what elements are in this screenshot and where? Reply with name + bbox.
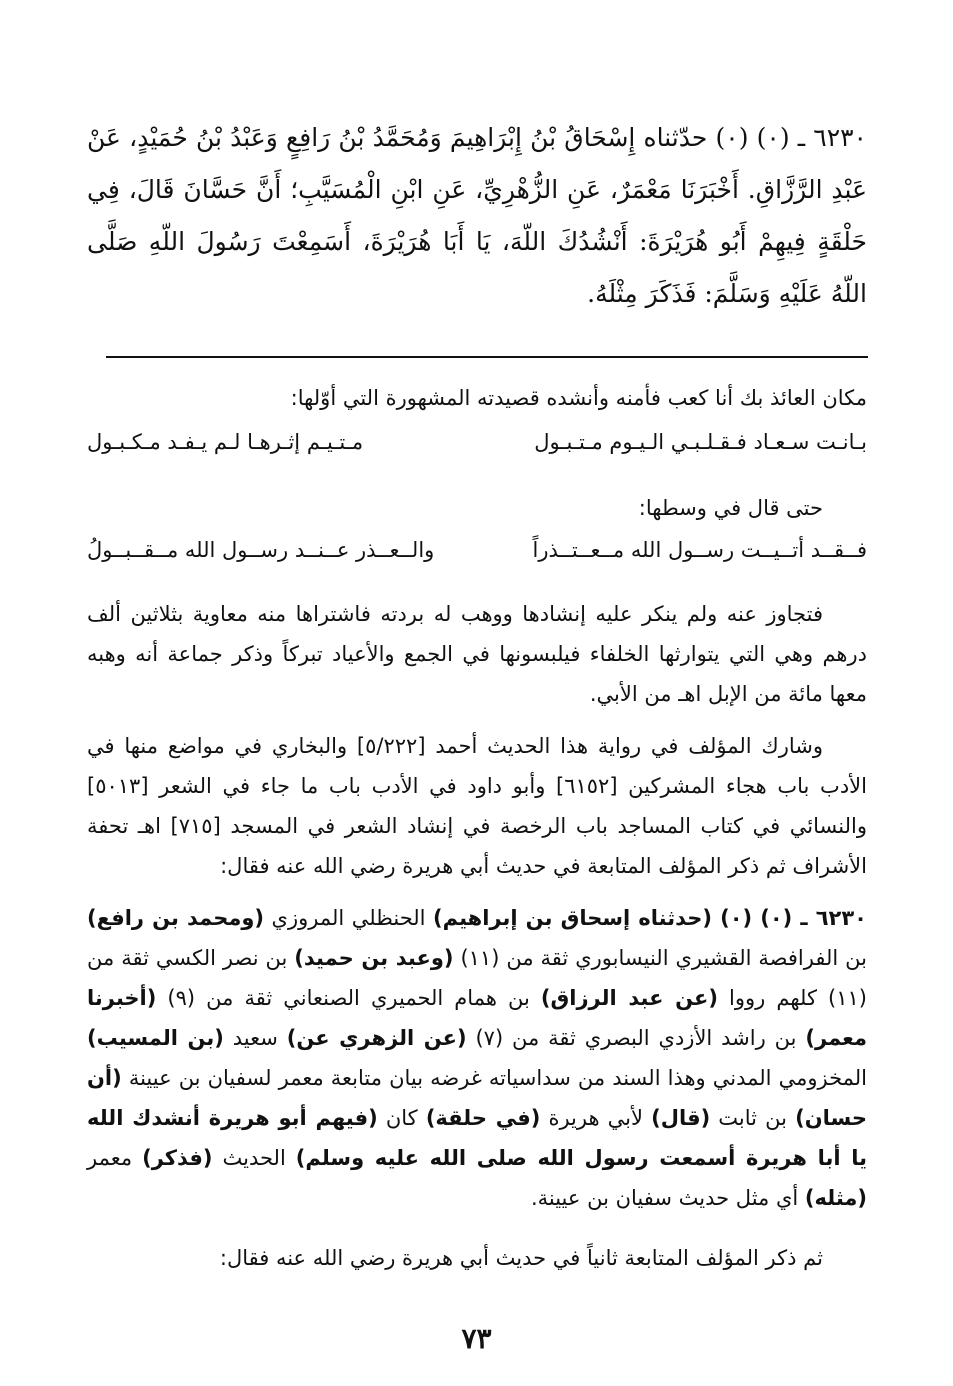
isnad-highlight-segment: (مثله) [804, 1186, 867, 1210]
isnad-highlight-segment: (عن الزهري عن) [286, 1026, 467, 1050]
verse-2-second-hemistich: والــعــذر عــنــد رســول الله مــقــبــولُ [87, 538, 435, 562]
isnad-commentary-segment: بن الفرافصة القشيري النيسابوري ثقة من (١١) [453, 946, 867, 970]
footnote-paragraph-next: ثم ذكر المؤلف المتابعة ثانياً في حديث أبي هريرة رضي الله عنه فقال: [219, 1246, 823, 1270]
page-number: ٧٣ [461, 1322, 492, 1355]
isnad-highlight-segment: (أن حسان) [87, 1066, 868, 1130]
isnad-commentary-segment: لأبي هريرة [540, 1106, 652, 1130]
isnad-commentary-segment: بن نصر الكسي ثقة من (١١) كلهم رووا [87, 946, 867, 1010]
isnad-highlight-segment: (ومحمد بن رافع) [87, 906, 265, 930]
poem-verse-1 [87, 430, 867, 470]
isnad-commentary-segment: معمر [87, 1146, 143, 1170]
isnad-highlight-segment: (أخبرنا معمر) [87, 986, 868, 1050]
isnad-commentary-segment: أي مثل حديث سفيان بن عيينة. [530, 1186, 805, 1210]
footnote-transition: حتى قال في وسطها: [638, 496, 823, 520]
poem-verse-2 [87, 538, 867, 578]
isnad-commentary-segment: بن راشد الأزدي البصري ثقة من (٧) [466, 1026, 806, 1050]
footnote-divider [106, 356, 868, 358]
verse-1-first-hemistich: بـانـت سـعـاد فـقـلـبـي الـيـوم مـتـبـول [534, 430, 867, 454]
verse-2-first-hemistich: فــقــد أتــيــت رســول الله مــعــتــذراً [532, 538, 867, 562]
isnad-highlight-segment: ٦٢٣٠ ـ (٠) (٠) (حدثناه إسحاق بن إبراهيم) [433, 906, 867, 930]
isnad-commentary-segment: بن همام الحميري الصنعاني ثقة من (٩) [156, 986, 541, 1010]
main-hadith-text: ٦٢٣٠ ـ (٠) (٠) حدّثناه إِسْحَاقُ بْنُ إِبْرَاهِيمَ وَمُحَمَّدُ بْنُ رَافِعٍ وَعَبْدُ بْنُ حُمَيْدٍ، عَنْ عَبْدِ الرَّزَّاقِ. أَخْبَرَنَا مَعْمَرٌ، عَنِ الزُّهْرِيِّ، عَنِ ابْنِ الْمُسَيَّبِ؛ أَنَّ حَسَّانَ قَالَ، فِي حَلْقَةٍ فِيهِمْ أَبُو هُرَيْرَةَ: أَنْشُدُكَ اللّهَ، يَا أَبَا هُرَيْرَةَ، أَسَمِعْتَ رَسُولَ اللّهِ صَلَّى اللّهُ عَلَيْهِ وَسَلَّمَ: فَذَكَرَ مِثْلَهُ. [87, 123, 867, 308]
isnad-highlight-segment: (عن عبد الرزاق) [540, 986, 718, 1010]
verse-1-second-hemistich: مـتـيـم إثـرهـا لـم يـفـد مـكـبـول [87, 430, 364, 454]
isnad-commentary-segment: الحنظلي المروزي [264, 906, 433, 930]
isnad-highlight-segment: (قال) [651, 1106, 711, 1130]
isnad-highlight-segment: (فيهم أبو هريرة أنشدك الله يا أبا هريرة أسمعت رسول الله صلى الله عليه وسلم) [87, 1106, 867, 1170]
footnote-paragraph-burda: فتجاوز عنه ولم ينكر عليه إنشادها ووهب له بردته فاشتراها منه معاوية بثلاثين ألف درهم وهي التي يتوارثها الخلفاء فيلبسونها في الجمع والأعياد تبركاً وذكر جماعة أنه وهبه معها مائة من الإبل اهـ من الأبي. [87, 602, 867, 706]
footnote-intro: مكان العائذ بك أنا كعب فأمنه وأنشده قصيدته المشهورة التي أوّلها: [290, 386, 867, 410]
isnad-commentary-segment: المخزومي المدني وهذا السند من سداسياته غرضه بيان متابعة معمر لسفيان بن عيينة [121, 1066, 867, 1090]
isnad-highlight-segment: (وعبد بن حميد) [294, 946, 454, 970]
isnad-highlight-segment: (في حلقة) [425, 1106, 541, 1130]
isnad-commentary-segment: كان [377, 1106, 426, 1130]
footnote-paragraph-sources: وشارك المؤلف في رواية هذا الحديث أحمد [٥/٢٢٢] والبخاري في مواضع منها في الأدب باب هجاء المشركين [٦١٥٢] وأبو داود في الأدب باب ما جاء في الشعر [٥٠١٣] والنسائي في كتاب المساجد باب الرخصة في إنشاد الشعر في المسجد [٧١٥] اهـ تحفة الأشراف ثم ذكر المؤلف المتابعة في حديث أبي هريرة رضي الله عنه فقال: [87, 734, 867, 878]
isnad-commentary-segment: سعيد [223, 1026, 287, 1050]
isnad-commentary-segment: الحديث [212, 1146, 296, 1170]
footnote-paragraph-isnad [87, 898, 867, 1218]
isnad-highlight-segment: (فذكر) [142, 1146, 213, 1170]
isnad-commentary-segment: بن ثابت [710, 1106, 796, 1130]
isnad-highlight-segment: (بن المسيب) [87, 1026, 224, 1050]
